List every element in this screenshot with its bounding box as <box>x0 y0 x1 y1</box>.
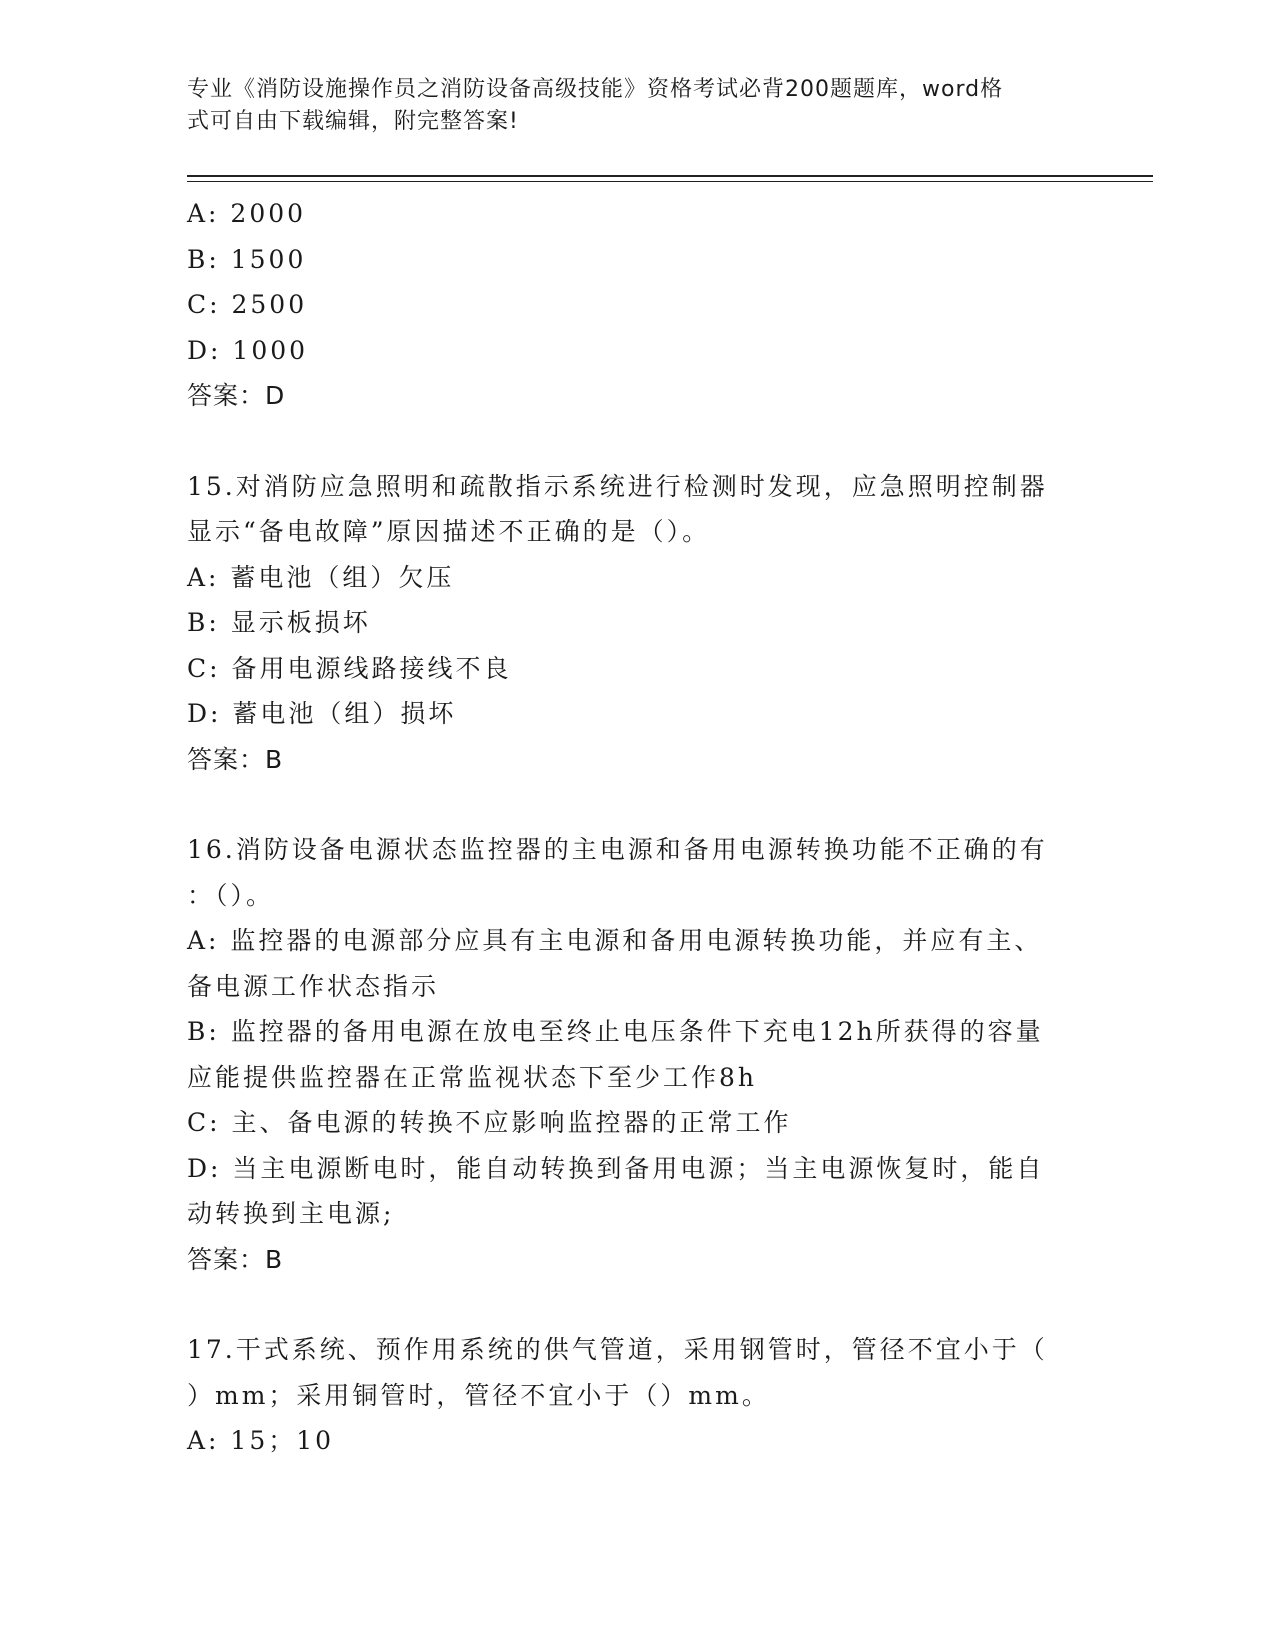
question-stem: ）mm；采用铜管时，管径不宜小于（）mm。 <box>187 1380 770 1410</box>
option-line: D: 1000 <box>187 335 309 365</box>
option-line: B: 监控器的备用电源在放电至终止电压条件下充电12h所获得的容量 <box>187 1017 1044 1046</box>
option-line: C: 2500 <box>187 290 308 319</box>
question-stem: 16.消防设备电源状态监控器的主电源和备用电源转换功能不正确的有 <box>187 835 1048 864</box>
header-line-1: 专业《消防设施操作员之消防设备高级技能》资格考试必背200题题库，word格 <box>187 77 1004 102</box>
option-line: A: 监控器的电源部分应具有主电源和备用电源转换功能，并应有主、 <box>187 926 1043 955</box>
document-header <box>187 74 1067 138</box>
header-divider-thin <box>187 181 1153 182</box>
header-divider-thick <box>187 175 1153 177</box>
option-line: B: 显示板损坏 <box>187 608 371 637</box>
option-line: D: 当主电源断电时，能自动转换到备用电源；当主电源恢复时，能自 <box>187 1153 1045 1183</box>
option-line: A: 2000 <box>187 199 307 228</box>
question-15 <box>187 464 1067 783</box>
question-stem: 17.干式系统、预作用系统的供气管道，采用钢管时，管径不宜小于（ <box>187 1335 1048 1364</box>
option-line: 应能提供监控器在正常监视状态下至少工作8h <box>187 1062 758 1092</box>
spacer <box>187 419 1067 464</box>
question-stem: ：（）。 <box>187 880 275 910</box>
answer-line: 答案：D <box>187 381 286 410</box>
option-line: 动转换到主电源; <box>187 1199 395 1228</box>
option-line: A: 蓄电池（组）欠压 <box>187 562 455 592</box>
previous-question-tail <box>187 191 1067 419</box>
spacer <box>187 1282 1067 1327</box>
answer-line: 答案：B <box>187 1244 284 1274</box>
question-stem: 显示“备电故障”原因描述不正确的是（）。 <box>187 517 711 546</box>
question-16 <box>187 827 1067 1282</box>
option-line: A: 15；10 <box>187 1426 335 1455</box>
spacer <box>187 782 1067 827</box>
option-line: C: 备用电源线路接线不良 <box>187 653 512 683</box>
question-stem: 15.对消防应急照明和疏散指示系统进行检测时发现，应急照明控制器 <box>187 471 1048 501</box>
option-line: 备电源工作状态指示 <box>187 971 440 1001</box>
option-line: D: 蓄电池（组）损坏 <box>187 699 457 728</box>
header-line-2: 式可自由下载编辑，附完整答案! <box>187 109 519 134</box>
option-line: C: 主、备电源的转换不应影响监控器的正常工作 <box>187 1108 792 1137</box>
document-body <box>187 191 1067 1464</box>
option-line: B: 1500 <box>187 244 307 274</box>
answer-line: 答案：B <box>187 744 284 774</box>
question-17 <box>187 1327 1067 1464</box>
